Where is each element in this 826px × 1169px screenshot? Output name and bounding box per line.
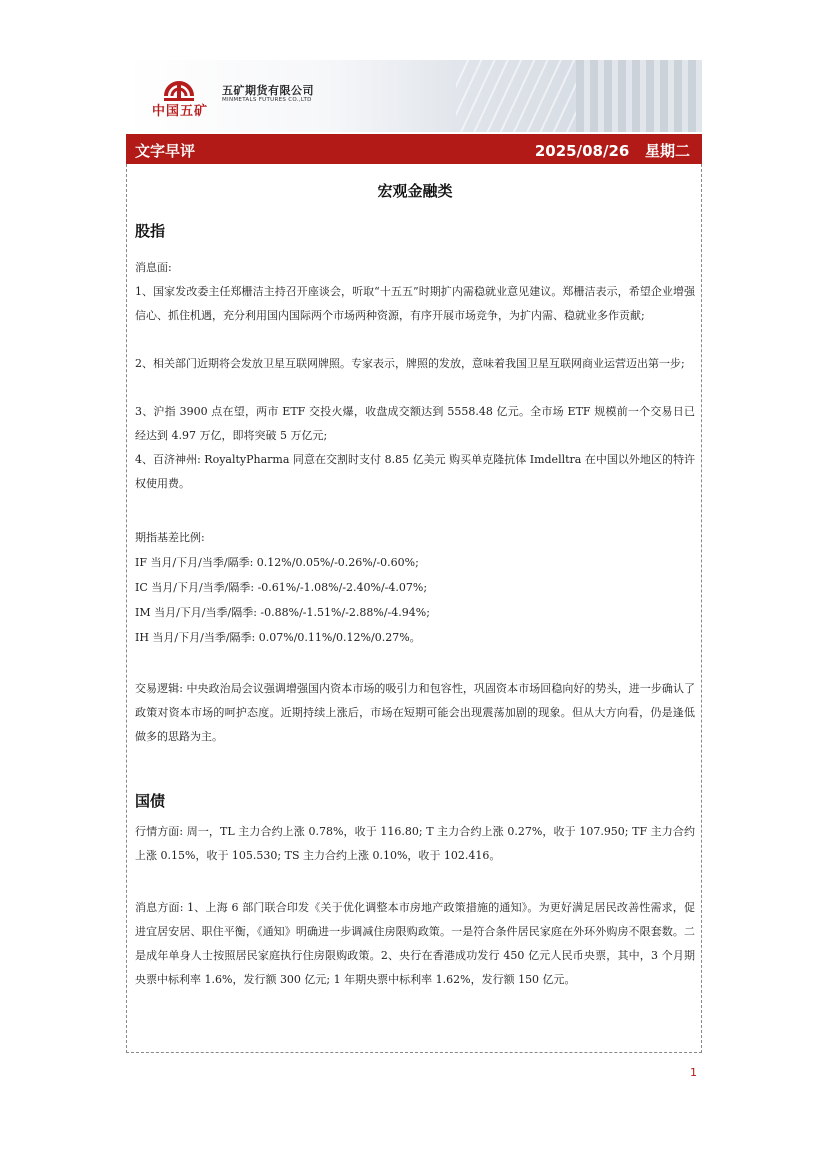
basis-im: IM 当月/下月/当季/隔季: -0.88%/-1.51%/-2.88%/-4.94%; bbox=[135, 606, 430, 619]
stock-news-1: 1、国家发改委主任郑栅洁主持召开座谈会，听取“十五五”时期扩内需稳就业意见建议。郑栅洁表示，希望企业增强信心、抓住机遇，充分利用国内国际两个市场两种资源，有序开展市场竞争，为扩内需、稳就业多作贡献; bbox=[135, 285, 695, 322]
banner-decoration bbox=[456, 60, 576, 132]
company-name-en: MINMETALS FUTURES CO.,LTD bbox=[222, 97, 312, 103]
stock-index-heading: 股指 bbox=[135, 222, 166, 240]
bonds-market: 行情方面: 周一，TL 主力合约上涨 0.78%，收于 116.80; T 主力合约上涨 0.27%，收于 107.950; TF 主力合约上涨 0.15%，收于 105.530; TS 主力合约上涨 0.10%，收于 102.416。 bbox=[135, 825, 695, 862]
stock-trade-logic: 交易逻辑: 中央政治局会议强调增强国内资本市场的吸引力和包容性，巩固资本市场回稳向好的势头，进一步确认了政策对资本市场的呵护态度。近期持续上涨后，市场在短期可能会出现震荡加剧的现象。但从大方向看，仍是逢低做多的思路为主。 bbox=[135, 682, 695, 743]
basis-ih: IH 当月/下月/当季/隔季: 0.07%/0.11%/0.12%/0.27%。 bbox=[135, 631, 421, 644]
stock-news-2: 2、相关部门近期将会发放卫星互联网牌照。专家表示，牌照的发放，意味着我国卫星互联网商业运营迈出第一步; bbox=[135, 357, 685, 370]
basis-label: 期指基差比例: bbox=[135, 531, 205, 544]
bonds-heading: 国债 bbox=[135, 792, 166, 810]
banner-building-graphic bbox=[576, 60, 702, 132]
logo-text: 中国五矿 bbox=[152, 104, 209, 119]
section-title: 宏观金融类 bbox=[377, 182, 453, 200]
page-number: 1 bbox=[690, 1066, 697, 1079]
report-title-bar bbox=[126, 134, 702, 164]
stock-news-4: 4、百济神州: RoyaltyPharma 同意在交割时支付 8.85 亿美元 购买单克隆抗体 Imdelltra 在中国以外地区的特许权使用费。 bbox=[135, 453, 695, 490]
stock-news-3: 3、沪指 3900 点在望，两市 ETF 交投火爆，收盘成交额达到 5558.48 亿元。全市场 ETF 规模前一个交易日已经达到 4.97 万亿，即将突破 5 万亿元; bbox=[135, 405, 695, 442]
bonds-news: 消息方面: 1、上海 6 部门联合印发《关于优化调整本市房地产政策措施的通知》。为更好满足居民改善性需求，促进宜居安居、职住平衡，《通知》明确进一步调减住房限购政策。一是符合条件居民家庭在外环外购房不限套数。二是成年单身人士按照居民家庭执行住房限购政策。2、央行在香港成功发行 450 亿元人民币央票，其中，3 个月期央票中标利率 1.6%，发行额 300 亿元; 1 年期央票中标利率 1.62%，发行额 150 亿元。 bbox=[135, 901, 695, 986]
weekday-text: 星期二 bbox=[644, 142, 690, 160]
company-name: 五矿期货有限公司 bbox=[222, 84, 314, 97]
report-date bbox=[535, 140, 690, 161]
basis-ic: IC 当月/下月/当季/隔季: -0.61%/-1.08%/-2.40%/-4.07%; bbox=[135, 581, 428, 594]
date-text: 2025/08/26 bbox=[534, 142, 630, 160]
stock-news-label: 消息面: bbox=[135, 261, 172, 274]
header-banner bbox=[126, 60, 702, 132]
report-title: 文字早评 bbox=[135, 142, 196, 160]
basis-if: IF 当月/下月/当季/隔季: 0.12%/0.05%/-0.26%/-0.60%; bbox=[135, 556, 419, 569]
content-frame bbox=[126, 164, 702, 1053]
